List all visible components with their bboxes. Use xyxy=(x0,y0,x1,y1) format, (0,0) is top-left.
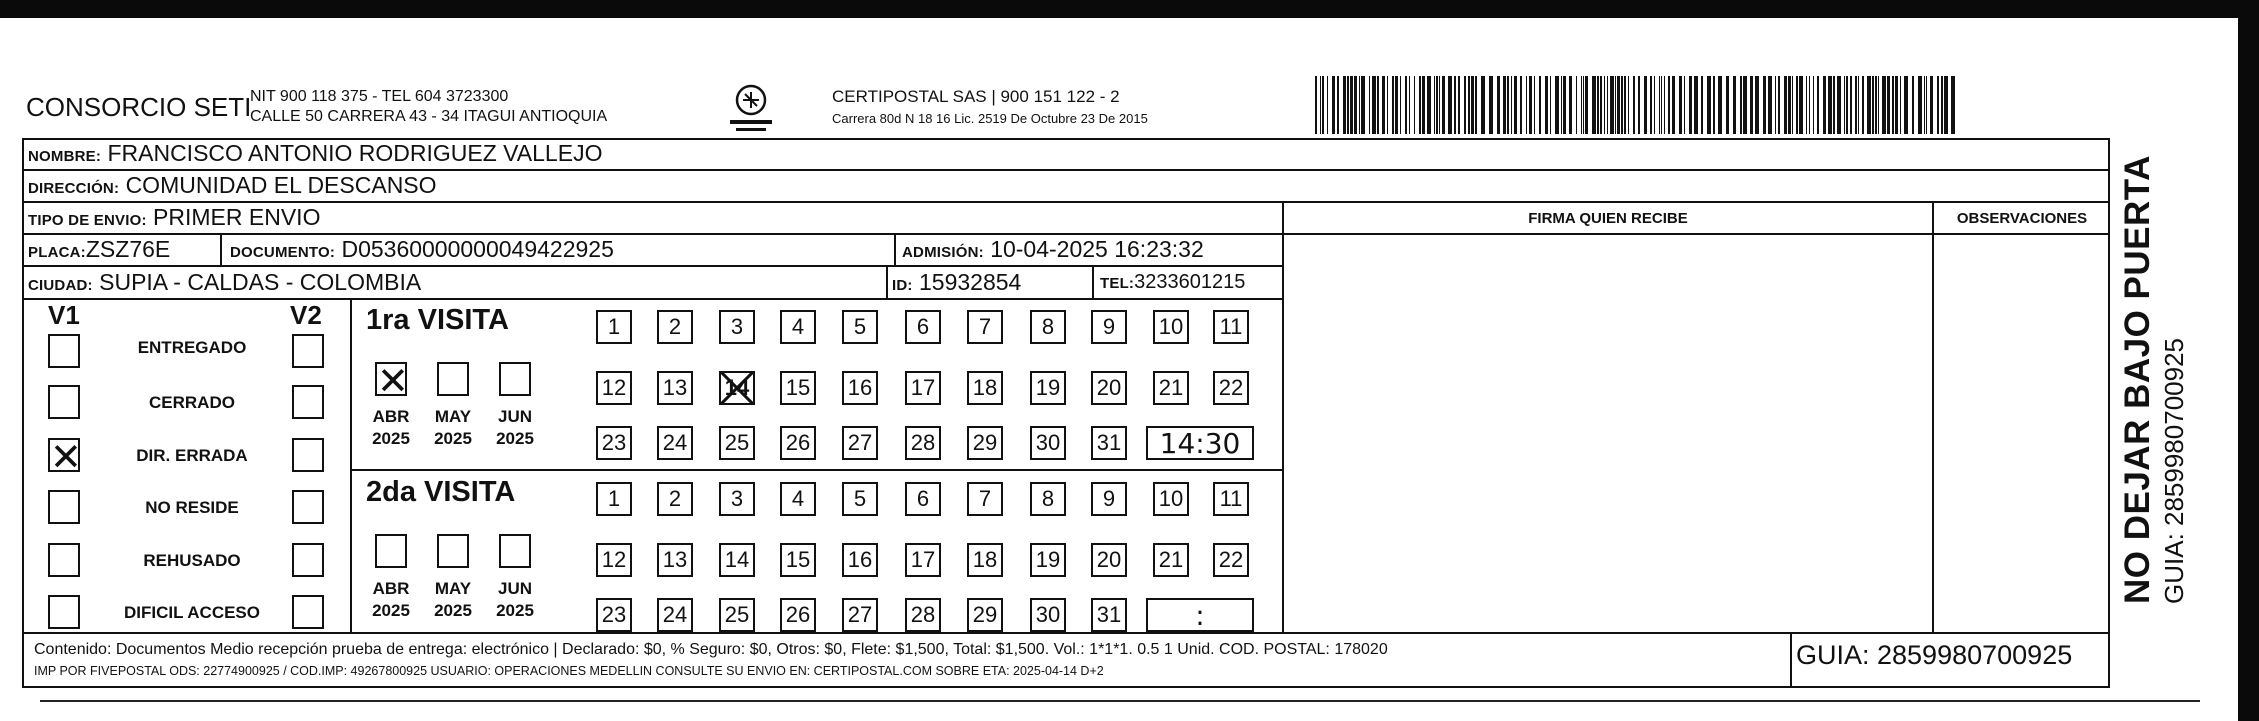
status-label: DIFICIL ACCESO xyxy=(123,603,260,622)
day-box[interactable]: 8 xyxy=(1030,482,1066,516)
v2-checkbox[interactable] xyxy=(292,438,324,472)
day-box[interactable]: 20 xyxy=(1091,543,1127,577)
rule-direccion xyxy=(22,201,2110,203)
certipostal-line2: Carrera 80d N 18 16 Lic. 2519 De Octubre 23 De 2015 xyxy=(832,111,1148,126)
footer-guia: GUIA: 2859980700925 xyxy=(1796,640,2073,670)
footer-content-line: Contenido: Documentos Medio recepción prueba de entrega: electrónico | Declarado: $0, % Seguro: $0, Otros: $0, Flete: $1,500, Total: $1,500. Vol.: 1*1*1. 0.5 1 Unid. COD. POSTAL: 178020 xyxy=(34,641,1388,658)
day-box[interactable]: 5 xyxy=(842,310,878,344)
rule-ciudad xyxy=(22,298,1282,300)
direccion-label: DIRECCIÓN: xyxy=(28,180,120,197)
tel-cell xyxy=(1100,271,1245,294)
month-label xyxy=(492,578,538,622)
month-name: ABR xyxy=(372,407,410,426)
month-name: ABR xyxy=(372,579,410,598)
documento-value: D05360000000049422925 xyxy=(341,236,614,262)
day-box[interactable]: 3 xyxy=(719,310,755,344)
placa-cell xyxy=(28,236,170,263)
day-box[interactable]: 29 xyxy=(967,426,1003,460)
day-box[interactable]: 19 xyxy=(1030,371,1066,405)
month-label xyxy=(430,578,476,622)
day-box[interactable]: 15 xyxy=(780,371,816,405)
v2-checkbox[interactable] xyxy=(292,334,324,368)
day-box[interactable]: 18 xyxy=(967,543,1003,577)
check-x-icon: ✕ xyxy=(50,435,82,479)
check-x-icon: ✕ xyxy=(377,359,409,403)
rule-id-sep xyxy=(886,265,888,298)
day-box[interactable]: 2 xyxy=(657,310,693,344)
day-box[interactable]: 27 xyxy=(842,426,878,460)
month-year: 2025 xyxy=(496,601,534,620)
rule-status-sep xyxy=(350,298,352,632)
admision-label: ADMISIÓN: xyxy=(902,244,984,261)
rule-guia-sep xyxy=(1790,632,1792,688)
day-box[interactable]: 28 xyxy=(905,598,941,632)
observaciones-area[interactable] xyxy=(1934,235,2110,632)
ciudad-cell xyxy=(28,269,421,296)
observaciones-header: OBSERVACIONES xyxy=(1956,210,2088,227)
day-box[interactable]: 2 xyxy=(657,482,693,516)
documento-label: DOCUMENTO: xyxy=(230,244,336,261)
bottom-cut-line xyxy=(40,700,2200,702)
month-checkbox[interactable] xyxy=(437,534,469,568)
day-box[interactable]: 10 xyxy=(1153,482,1189,516)
time-box[interactable]: 14:30 xyxy=(1146,426,1254,460)
day-box[interactable]: 30 xyxy=(1030,426,1066,460)
company-contact xyxy=(250,87,607,127)
v2-checkbox[interactable] xyxy=(292,490,324,524)
day-box[interactable]: 17 xyxy=(905,371,941,405)
ciudad-value: SUPIA - CALDAS - COLOMBIA xyxy=(99,269,422,295)
ciudad-label: CIUDAD: xyxy=(28,277,93,294)
day-box[interactable]: 23 xyxy=(596,426,632,460)
tipo-label: TIPO DE ENVIO: xyxy=(28,212,147,229)
v1-header: V1 xyxy=(48,300,80,330)
time-box[interactable]: : xyxy=(1146,598,1254,632)
status-label: ENTREGADO xyxy=(137,338,247,357)
day-box[interactable]: 17 xyxy=(905,543,941,577)
day-box[interactable]: 10 xyxy=(1153,310,1189,344)
rule-visits xyxy=(350,469,1282,471)
rule-footer xyxy=(22,632,2110,634)
month-checkbox[interactable] xyxy=(499,534,531,568)
month-year: 2025 xyxy=(434,429,472,448)
day-box[interactable]: 26 xyxy=(780,598,816,632)
day-box[interactable]: 26 xyxy=(780,426,816,460)
v1-checkbox[interactable] xyxy=(48,334,80,368)
month-year: 2025 xyxy=(372,429,410,448)
placa-value: ZSZ76E xyxy=(85,236,171,262)
day-box[interactable]: 24 xyxy=(657,426,693,460)
month-checkbox[interactable] xyxy=(375,359,409,403)
day-box[interactable]: 6 xyxy=(905,310,941,344)
day-box[interactable]: 12 xyxy=(596,543,632,577)
status-label: REHUSADO xyxy=(143,551,241,570)
day-box[interactable]: 3 xyxy=(719,482,755,516)
day-box[interactable]: 15 xyxy=(780,543,816,577)
month-checkbox[interactable] xyxy=(499,362,531,396)
v1-checkbox[interactable] xyxy=(48,543,80,577)
side-guia: GUIA: 2859980700925 xyxy=(2159,338,2189,604)
rule-tipo xyxy=(22,233,1282,235)
day-box[interactable]: 9 xyxy=(1091,482,1127,516)
month-checkbox[interactable] xyxy=(375,534,407,568)
month-name: JUN xyxy=(497,407,532,426)
barcode xyxy=(1315,76,1955,134)
day-box[interactable]: 1 xyxy=(596,310,632,344)
rule-admision-sep xyxy=(894,233,896,265)
day-box[interactable]: 21 xyxy=(1153,371,1189,405)
tel-value: 3233601215 xyxy=(1134,271,1246,293)
day-box[interactable]: 23 xyxy=(596,598,632,632)
month-year: 2025 xyxy=(434,601,472,620)
month-year: 2025 xyxy=(372,601,410,620)
certipostal-line1: CERTIPOSTAL SAS | 900 151 122 - 2 xyxy=(832,87,1120,106)
direccion-row xyxy=(28,172,437,199)
placa-label: PLACA: xyxy=(28,244,86,261)
status-label: DIR. ERRADA xyxy=(136,446,248,465)
status-label: NO RESIDE xyxy=(145,498,239,517)
day-box[interactable]: 11 xyxy=(1213,310,1249,344)
day-box[interactable]: 22 xyxy=(1213,543,1249,577)
day-box[interactable]: 30 xyxy=(1030,598,1066,632)
v1-checkbox[interactable] xyxy=(48,385,80,419)
day-box[interactable]: 13 xyxy=(657,543,693,577)
month-label xyxy=(492,406,538,450)
nit-line: NIT 900 118 375 - TEL 604 3723300 xyxy=(250,88,509,105)
day-box[interactable]: 18 xyxy=(967,371,1003,405)
top-scan-border xyxy=(0,0,2259,18)
status-label: CERRADO xyxy=(149,393,235,412)
nombre-value: FRANCISCO ANTONIO RODRIGUEZ VALLEJO xyxy=(107,140,603,166)
day-box[interactable]: 5 xyxy=(842,482,878,516)
day-box[interactable]: 29 xyxy=(967,598,1003,632)
day-box[interactable]: 6 xyxy=(905,482,941,516)
month-label xyxy=(368,578,414,622)
month-year: 2025 xyxy=(496,429,534,448)
admision-value: 10-04-2025 16:23:32 xyxy=(990,236,1204,262)
visit-title: 1ra VISITA xyxy=(366,304,509,336)
certipostal-info xyxy=(832,86,1148,130)
day-box[interactable]: 14 xyxy=(719,371,755,405)
visit-title: 2da VISITA xyxy=(366,476,516,508)
day-box[interactable]: 27 xyxy=(842,598,878,632)
tipo-value: PRIMER ENVIO xyxy=(153,204,321,230)
day-box[interactable]: 16 xyxy=(842,543,878,577)
firma-signature-area[interactable] xyxy=(1284,235,1932,632)
month-label xyxy=(368,406,414,450)
day-box[interactable]: 19 xyxy=(1030,543,1066,577)
day-box[interactable]: 9 xyxy=(1091,310,1127,344)
month-name: MAY xyxy=(434,407,472,426)
company-name: CONSORCIO SETI xyxy=(26,92,252,122)
rule-nombre xyxy=(22,169,2110,171)
v2-header: V2 xyxy=(290,300,322,330)
month-checkbox[interactable] xyxy=(437,362,469,396)
side-warning: NO DEJAR BAJO PUERTA xyxy=(2118,155,2157,604)
month-name: MAY xyxy=(434,579,472,598)
side-text xyxy=(2118,155,2190,604)
day-box[interactable]: 31 xyxy=(1091,426,1127,460)
direccion-value: COMUNIDAD EL DESCANSO xyxy=(125,172,437,198)
id-label: ID: xyxy=(892,277,913,294)
v2-checkbox[interactable] xyxy=(292,543,324,577)
v1-checkbox[interactable] xyxy=(48,435,82,479)
day-box[interactable]: 12 xyxy=(596,371,632,405)
rule-tel-sep xyxy=(1092,265,1094,298)
day-box[interactable]: 21 xyxy=(1153,543,1189,577)
footer-print-line: IMP POR FIVEPOSTAL ODS: 22774900925 / COD.IMP: 49267800925 USUARIO: OPERACIONES MEDELLIN CONSULTE SU ENVIO EN: CERTIPOSTAL.COM SOBRE ETA: 2025-04-14 D+2 xyxy=(34,664,1104,678)
day-box[interactable]: 7 xyxy=(967,482,1003,516)
id-value: 15932854 xyxy=(919,269,1022,295)
day-box[interactable]: 11 xyxy=(1213,482,1249,516)
address-line: CALLE 50 CARRERA 43 - 34 ITAGUI ANTIOQUIA xyxy=(250,108,608,125)
v1-checkbox[interactable] xyxy=(48,490,80,524)
nombre-row xyxy=(28,140,602,167)
day-box[interactable]: 1 xyxy=(596,482,632,516)
firma-header: FIRMA QUIEN RECIBE xyxy=(1528,210,1688,227)
day-box[interactable]: 24 xyxy=(657,598,693,632)
day-box[interactable]: 31 xyxy=(1091,598,1127,632)
rule-placa-sep xyxy=(220,233,222,265)
id-cell xyxy=(892,269,1021,296)
certipostal-logo-icon xyxy=(726,80,776,136)
documento-cell xyxy=(230,236,614,263)
right-scan-border xyxy=(2238,0,2259,721)
day-box[interactable]: 4 xyxy=(780,310,816,344)
day-box[interactable]: 20 xyxy=(1091,371,1127,405)
day-box[interactable]: 13 xyxy=(657,371,693,405)
tel-label: TEL: xyxy=(1100,275,1135,292)
day-box[interactable]: 7 xyxy=(967,310,1003,344)
day-box[interactable]: 25 xyxy=(719,598,755,632)
v1-checkbox[interactable] xyxy=(48,595,80,629)
day-box[interactable]: 8 xyxy=(1030,310,1066,344)
v2-checkbox[interactable] xyxy=(292,385,324,419)
tipo-row xyxy=(28,204,320,231)
day-box[interactable]: 28 xyxy=(905,426,941,460)
day-box[interactable]: 16 xyxy=(842,371,878,405)
day-box[interactable]: 4 xyxy=(780,482,816,516)
v2-checkbox[interactable] xyxy=(292,595,324,629)
day-box[interactable]: 14 xyxy=(719,543,755,577)
month-name: JUN xyxy=(497,579,532,598)
day-box[interactable]: 25 xyxy=(719,426,755,460)
day-box[interactable]: 22 xyxy=(1213,371,1249,405)
month-label xyxy=(430,406,476,450)
admision-cell xyxy=(902,236,1204,263)
nombre-label: NOMBRE: xyxy=(28,148,102,165)
